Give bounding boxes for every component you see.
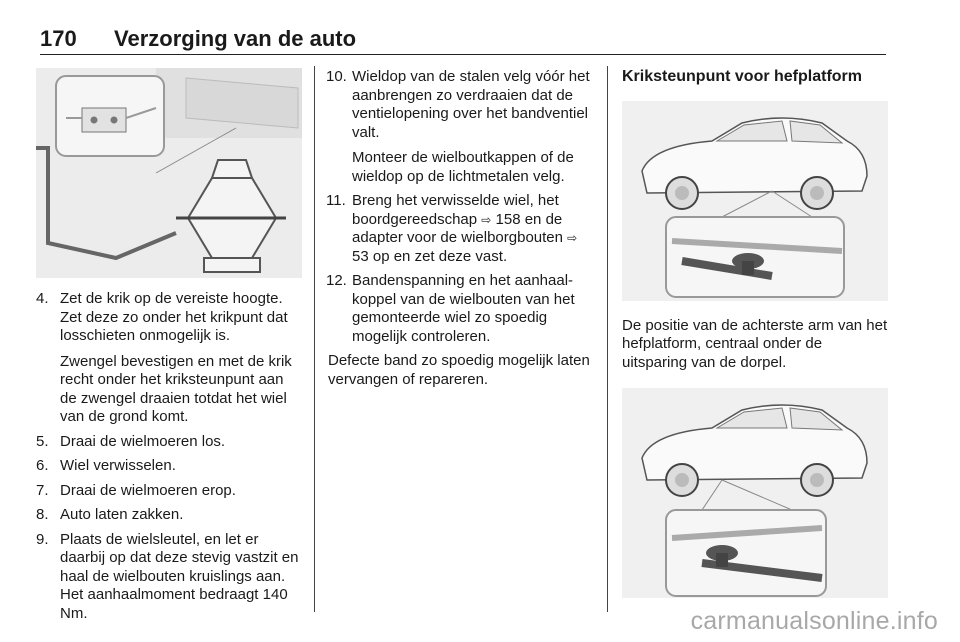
- step-11: [328, 192, 594, 266]
- jack-figure: [36, 68, 302, 278]
- page-ref-link[interactable]: 158: [495, 210, 521, 228]
- step-text: Draai de wielmoeren erop.: [60, 481, 236, 499]
- step-number: 5.: [36, 432, 49, 450]
- car-rear-arm-illustration: [622, 388, 888, 598]
- step-number: 8.: [36, 506, 49, 523]
- step-number: 10.: [326, 68, 347, 85]
- step-number: 11.: [326, 192, 346, 209]
- lift-point-figure-1: [622, 101, 888, 301]
- step-number: 6.: [36, 457, 49, 474]
- step-7: [36, 482, 302, 501]
- step-text: Wieldop van de stalen velg vóór het aanbrengen zo verdraaien dat de ventielopening over het bandventiel valt.: [352, 68, 590, 141]
- section-title: Kriksteunpunt voor hefplatform: [622, 68, 863, 85]
- step-text: Bandenspanning en het aanhaalkoppel van de wielbouten van het gemonteerde wiel zo spoedig mogelijk controleren.: [352, 272, 575, 345]
- step-4: [36, 290, 302, 427]
- step-text: Auto laten zakken.: [60, 506, 184, 523]
- column-left: [36, 68, 302, 629]
- steps-list-left: [36, 290, 302, 623]
- page-number: 170: [40, 26, 77, 51]
- step-number: 9.: [36, 530, 49, 548]
- page-ref-arrow-icon: ⇨: [567, 231, 578, 245]
- scissor-jack-illustration: [36, 68, 302, 278]
- step-number: 4.: [36, 290, 49, 307]
- step-5: [36, 433, 302, 452]
- car-lift-point-illustration: [622, 101, 888, 301]
- step-text: Draai de wielmoeren los.: [60, 432, 226, 450]
- column-divider-1: [314, 66, 315, 612]
- step-text: Breng het verwisselde wiel, het boordgereedschap: [352, 192, 559, 228]
- column-right: [622, 68, 888, 598]
- step-text: Wiel verwisselen.: [60, 457, 176, 474]
- step-number: 7.: [36, 481, 49, 499]
- page-ref-link[interactable]: 53: [352, 247, 369, 265]
- column-divider-2: [607, 66, 608, 612]
- step-10: [328, 68, 594, 186]
- step-6: [36, 457, 302, 476]
- step-text: Plaats de wielsleutel, en let er daarbij op dat deze stevig vastzit en haal de wielbouten kruislings aan. Het aanhaalmoment bedraagt 140 Nm.: [60, 530, 299, 622]
- lift-point-figure-2: [622, 388, 888, 598]
- step-subtext: Monteer de wielboutkappen of de wieldop op de lichtmetalen velg.: [352, 149, 574, 185]
- step-8: [36, 506, 302, 525]
- step-12: [328, 272, 594, 346]
- chapter-title: Verzorging van de auto: [114, 26, 357, 51]
- step-text: en de adapter voor de wielborgbouten: [352, 210, 563, 246]
- step-subtext: Zwengel bevestigen en met de krik recht onder het kriksteunpunt aan de zwengel draaien totdat het wiel van de grond komt.: [60, 352, 292, 425]
- step-9: [36, 531, 302, 624]
- step-number: 12.: [326, 272, 347, 289]
- steps-list-middle: [328, 68, 594, 346]
- step-text: Zet de krik op de vereiste hoogte. Zet deze zo onder het krikpunt dat losschieten onmogelijk is.: [60, 290, 288, 344]
- figure-caption: De positie van de achterste arm van het hefplatform, centraal onder de uitsparing van de dorpel.: [622, 316, 888, 371]
- page-header: [40, 26, 886, 55]
- page-ref-arrow-icon: ⇨: [481, 212, 492, 227]
- note-paragraph: Defecte band zo spoedig mogelijk laten vervangen of repareren.: [328, 352, 590, 388]
- step-text: op en zet deze vast.: [372, 247, 508, 265]
- column-middle: [328, 68, 594, 389]
- watermark-text: carmanualsonline.info: [690, 607, 938, 635]
